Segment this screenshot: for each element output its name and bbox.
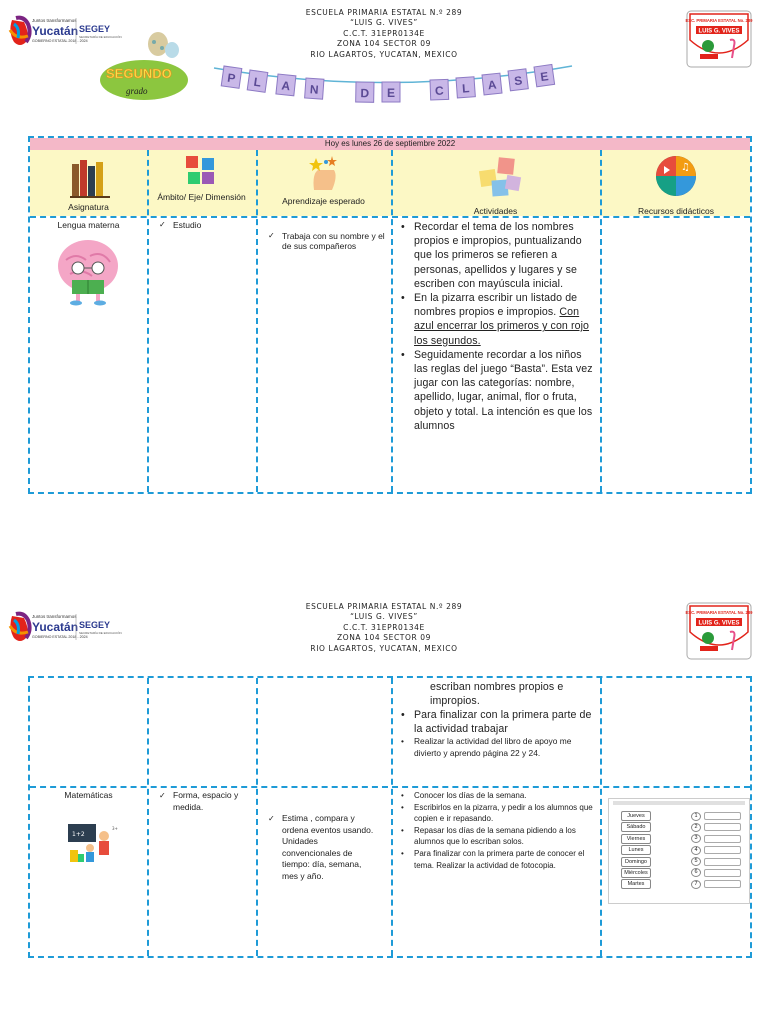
school-info: [0, 602, 768, 654]
worksheet-numbers: [691, 811, 741, 891]
school-line-1: ESCUELA PRIMARIA ESTATAL N.º 289: [305, 8, 463, 17]
activity-continuation: escriban nombres propios e impropios.: [430, 681, 564, 708]
school-line-3: C.C.T. 31EPR0134E: [343, 28, 425, 38]
worksheet-num: 6: [691, 868, 701, 877]
grade-word: SEGUNDO: [106, 66, 172, 81]
logo-text-2: Yucatán: [32, 620, 79, 634]
banner-letter: E: [539, 69, 550, 85]
plan-table-page-1: [28, 136, 752, 494]
svg-text:3+: 3+: [112, 826, 118, 831]
activity-item: • Para finalizar con la primera parte de conocer el tema. Realizar la actividad de fotocopia.: [398, 848, 596, 871]
segey-text: SEGEY: [79, 620, 111, 630]
header-actividades: Actividades: [473, 206, 518, 216]
seal-top: ESC. PRIMARIA ESTATAL No. 289: [685, 18, 753, 23]
math-class-icon: [66, 822, 118, 864]
banner-letter: L: [252, 74, 262, 90]
activity-underlined: Con azul encerrar los primeros y con rojo los segundos.: [414, 306, 590, 347]
school-line-3: C.C.T. 31EPR0134E: [343, 622, 425, 632]
activity-text: En la pizarra escribir un listado de nombres propios e impropios.: [414, 292, 578, 319]
school-line-5: RIO LAGARTOS, YUCATAN, MEXICO: [310, 49, 458, 59]
activity-item: • Seguidamente recordar a los niños las reglas del juego “Basta”. Esta vez jugar con las categorías: nombre, apellido, lugar, animal, flor o fruta, objeto y total. La intención es que los alumnos: [398, 348, 596, 433]
hand-stars-icon: [304, 154, 344, 192]
logo-text-1: Juntos transformamos: [32, 18, 77, 23]
activity-item: [398, 291, 596, 348]
school-line-1: ESCUELA PRIMARIA ESTATAL N.º 289: [305, 602, 463, 611]
worksheet-thumbnail: [608, 798, 750, 904]
banner-letter: P: [226, 70, 237, 86]
worksheet-day: Jueves: [621, 811, 651, 821]
worksheet-num: 7: [691, 880, 701, 889]
logo-text-3: GOBIERNO ESTATAL 2018 - 2024: [32, 39, 88, 43]
logo-text-1: Juntos transformamos: [32, 614, 77, 619]
segey-sub: SECRETARÍA DE EDUCACIÓN: [79, 631, 122, 635]
actividades-cont: [398, 708, 596, 760]
worksheet-num: 2: [691, 823, 701, 832]
school-line-4: ZONA 104 SECTOR 09: [336, 633, 432, 643]
banner-letter: N: [309, 82, 320, 97]
school-seal-icon: [686, 10, 752, 68]
banner-letter: D: [360, 86, 370, 101]
segundo-grado-graphic: [96, 30, 192, 102]
header-aprendizaje: Aprendizaje esperado: [282, 196, 365, 206]
seal-name: LUIS G. VIVES: [698, 620, 740, 627]
activity-item: • Realizar la actividad del libro de apoyo me divierto y aprendo página 22 y 24.: [398, 736, 596, 759]
banner-flags: [221, 64, 554, 102]
aprendizaje-row2: ✓ Estima , compara y ordena eventos usando. Unidades convencionales de tiempo: día, semana, mes y año.: [266, 813, 376, 882]
brain-reading-icon: [52, 234, 124, 306]
actividades-row2: [398, 790, 596, 871]
worksheet-day: Domingo: [621, 857, 651, 867]
banner-letter: A: [487, 77, 498, 93]
worksheet-num: 1: [691, 812, 701, 821]
worksheet-day: Sábado: [621, 822, 651, 832]
worksheet-day: Miércoles: [621, 868, 651, 878]
activity-item: • Para finalizar con la primera parte de la actividad trabajar: [398, 708, 596, 736]
activity-item: • Escribirlos en la pizarra, y pedir a los alumnos que copien e ir repasando.: [398, 802, 596, 825]
school-line-2: “LUIS G. VIVES”: [350, 18, 418, 28]
school-seal-icon: [686, 602, 752, 660]
svg-text:♫: ♫: [681, 162, 690, 173]
date-bar: Hoy es lunes 26 de septiembre 2022: [30, 138, 750, 150]
logo-text-3: GOBIERNO ESTATAL 2018 - 2024: [32, 635, 88, 639]
header-ambito: Ámbito/ Eje/ Dimensión: [157, 192, 246, 202]
banner-letter: S: [513, 73, 524, 89]
banner-letter: C: [434, 83, 444, 98]
worksheet-num: 5: [691, 857, 701, 866]
svg-text:1+2: 1+2: [72, 831, 85, 838]
header-recursos: Recursos didácticos: [637, 206, 715, 216]
worksheet-num: 4: [691, 846, 701, 855]
worksheet-num: 3: [691, 834, 701, 843]
plan-de-clase-banner: [210, 58, 576, 114]
banner-letter: A: [280, 78, 291, 94]
aprendizaje-row1: ✓ Trabaja con su nombre y el de sus compañeros: [266, 231, 388, 252]
activity-item: • Recordar el tema de los nombres propios e impropios, puntualizando que los primeros se refieren a personas, apellidos y lugares y se escriben con mayúscula inicial.: [398, 220, 596, 291]
activity-item: • Conocer los días de la semana.: [398, 790, 596, 802]
seal-top: ESC. PRIMARIA ESTATAL No. 289: [685, 610, 753, 615]
banner-letter: L: [461, 81, 470, 96]
actividades-row1: [398, 220, 596, 433]
page-2: [0, 596, 768, 976]
segey-sub: SECRETARÍA DE EDUCACIÓN: [79, 35, 122, 39]
grade-sub: grado: [126, 86, 148, 96]
ambito-estudio: ✓ Estudio: [157, 220, 253, 231]
seal-name: LUIS G. VIVES: [698, 28, 740, 35]
header-asignatura: Asignatura: [68, 202, 109, 212]
books-icon: [68, 156, 112, 200]
puzzle-icon: [184, 154, 218, 186]
subject-matematicas: Matemáticas: [64, 790, 113, 800]
logo-text-2: Yucatán: [32, 24, 79, 38]
media-resources-icon: [654, 154, 698, 198]
worksheet-days: [621, 811, 651, 891]
segey-text: SEGEY: [79, 24, 111, 34]
banner-letter: E: [386, 86, 396, 100]
plan-table-page-2: [28, 676, 752, 958]
activity-item: • Repasar los días de la semana pidiendo a los alumnos que lo escriban solos.: [398, 825, 596, 848]
sticky-notes-icon: [476, 152, 524, 200]
worksheet-day: Lunes: [621, 845, 651, 855]
subject-lengua: Lengua materna: [57, 220, 120, 230]
school-line-2: “LUIS G. VIVES”: [350, 612, 418, 622]
worksheet-day: Martes: [621, 879, 651, 889]
school-line-5: RIO LAGARTOS, YUCATAN, MEXICO: [310, 643, 458, 653]
page-1: [0, 0, 768, 500]
worksheet-day: Viernes: [621, 834, 651, 844]
ambito-forma-espacio: ✓ Forma, espacio y medida.: [157, 790, 253, 813]
school-line-4: ZONA 104 SECTOR 09: [336, 39, 432, 49]
